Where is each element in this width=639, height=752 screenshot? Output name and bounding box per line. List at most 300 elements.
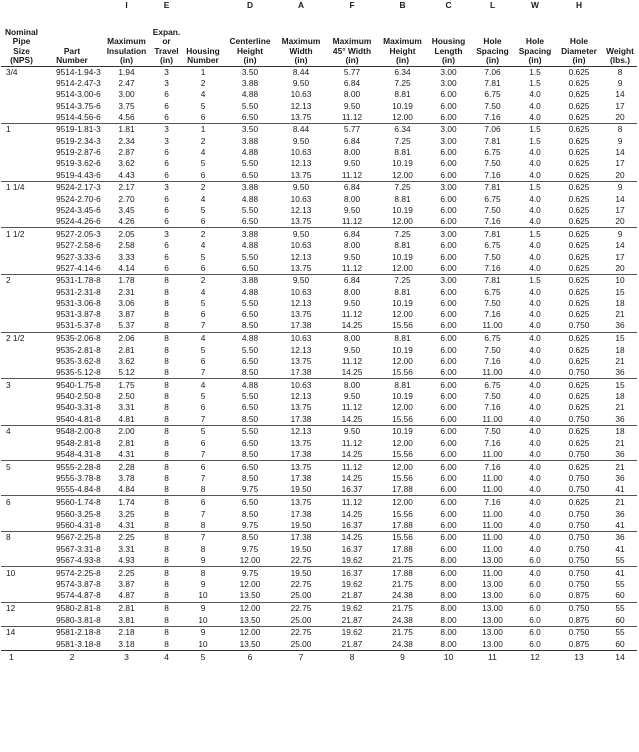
table-cell: 0.625 bbox=[555, 123, 603, 136]
table-cell: 9.50 bbox=[343, 204, 361, 215]
table-cell: 24.38 bbox=[392, 590, 413, 601]
table-cell: 22.75 bbox=[276, 626, 326, 639]
table-cell: 11.12 bbox=[341, 111, 363, 122]
nominal-pipe-size: 6 bbox=[1, 496, 42, 509]
nominal-pipe-size: 1 bbox=[1, 123, 42, 136]
column-header: Maximum 45° Width (in) bbox=[326, 12, 378, 67]
table-cell: 6.75 bbox=[484, 89, 501, 100]
table-cell: 1.5 bbox=[515, 274, 555, 287]
table-cell: 11.12 bbox=[341, 169, 363, 180]
table-cell: 0.625 bbox=[568, 355, 590, 366]
part-number: 9514-3.00-6 bbox=[56, 89, 101, 100]
nominal-pipe-size bbox=[1, 590, 42, 602]
table-cell: 3.78 bbox=[118, 473, 135, 484]
table-cell: 6 bbox=[164, 262, 169, 273]
table-cell: 19.62 bbox=[326, 626, 378, 639]
table-cell: 6.00 bbox=[440, 286, 457, 297]
table-row bbox=[1, 496, 637, 509]
table-cell: 5 bbox=[200, 158, 206, 169]
table-cell: 11.00 bbox=[482, 367, 503, 378]
table-cell: 8.50 bbox=[241, 473, 259, 484]
table-cell: 6.50 bbox=[241, 216, 259, 227]
table-cell: 9 bbox=[200, 555, 206, 566]
table-row bbox=[1, 449, 637, 461]
table-cell: 14.25 bbox=[341, 508, 363, 519]
table-cell: 1.5 bbox=[529, 136, 541, 147]
table-row bbox=[1, 626, 637, 639]
table-cell: 8 bbox=[164, 543, 169, 554]
table-cell: 9 bbox=[617, 136, 623, 147]
table-cell: 6.00 bbox=[440, 169, 457, 180]
table-cell: 19.50 bbox=[290, 484, 312, 495]
table-cell: 24.38 bbox=[392, 638, 413, 649]
table-row bbox=[1, 356, 637, 367]
nominal-pipe-size bbox=[1, 309, 42, 320]
part-number: 9531-2.31-8 bbox=[56, 286, 101, 297]
table-cell: 6.00 bbox=[440, 473, 457, 484]
table-cell: 11.12 bbox=[341, 437, 363, 448]
table-cell: 13.00 bbox=[482, 555, 503, 566]
part-number: 9519-4.43-6 bbox=[56, 169, 101, 180]
table-cell: 9.75 bbox=[241, 484, 259, 495]
part-number: 9548-2.81-8 bbox=[56, 437, 101, 448]
table-cell: 2.81 bbox=[118, 344, 135, 355]
table-cell: 6.00 bbox=[440, 484, 457, 495]
table-cell: 12.00 bbox=[392, 111, 413, 122]
table-cell: 5.37 bbox=[118, 320, 135, 331]
part-number: 9540-1.75-8 bbox=[42, 379, 102, 392]
nominal-pipe-size bbox=[1, 216, 42, 228]
part-number: 9524-4.26-6 bbox=[56, 216, 101, 227]
table-cell: 0.625 bbox=[568, 309, 590, 320]
table-cell: 2.31 bbox=[118, 286, 135, 297]
table-cell: 9.50 bbox=[276, 274, 326, 287]
part-number: 9514-2.47-3 bbox=[56, 78, 101, 89]
table-cell: 14.25 bbox=[341, 473, 363, 484]
table-cell: 7.50 bbox=[484, 298, 501, 309]
table-cell: 20 bbox=[615, 216, 625, 227]
dimension-letter: I bbox=[125, 0, 128, 11]
table-cell: 3.00 bbox=[427, 228, 470, 241]
table-cell: 0.750 bbox=[568, 508, 590, 519]
part-number: 9574-4.87-8 bbox=[56, 590, 101, 601]
table-cell: 3.50 bbox=[224, 123, 276, 136]
nominal-pipe-size bbox=[1, 544, 42, 555]
table-row bbox=[1, 320, 637, 332]
table-cell: 11.00 bbox=[482, 519, 503, 530]
table-row bbox=[1, 555, 637, 567]
table-cell: 15 bbox=[603, 332, 637, 345]
table-cell: 4 bbox=[200, 89, 206, 100]
table-row bbox=[1, 332, 637, 345]
table-row bbox=[1, 89, 637, 100]
table-cell: 4.0 bbox=[529, 89, 541, 100]
table-cell: 0.625 bbox=[568, 67, 590, 78]
table-cell: 9 bbox=[603, 181, 637, 194]
nominal-pipe-size: 3 bbox=[1, 379, 42, 392]
column-number: 4 bbox=[151, 650, 182, 664]
table-cell: 2.81 bbox=[118, 437, 135, 448]
table-cell: 0.625 bbox=[568, 89, 590, 100]
table-cell: 0.875 bbox=[568, 614, 590, 625]
column-header: Maximum Width (in) bbox=[276, 12, 326, 67]
table-cell: 21.87 bbox=[341, 590, 363, 601]
table-cell: 8 bbox=[151, 332, 182, 345]
table-cell: 8 bbox=[151, 567, 182, 580]
table-cell: 6.0 bbox=[515, 602, 555, 615]
table-cell: 12.00 bbox=[392, 402, 413, 413]
table-row bbox=[1, 544, 637, 555]
table-cell: 13.75 bbox=[290, 169, 312, 180]
table-cell: 16.37 bbox=[341, 519, 363, 530]
table-cell: 3.62 bbox=[118, 158, 135, 169]
table-row bbox=[1, 147, 637, 158]
table-cell: 6.0 bbox=[529, 555, 541, 566]
table-cell: 21 bbox=[615, 437, 625, 448]
table-cell: 15.56 bbox=[392, 367, 413, 378]
table-row bbox=[1, 345, 637, 356]
table-cell: 7.25 bbox=[378, 181, 427, 194]
table-cell: 0.625 bbox=[555, 379, 603, 392]
table-row bbox=[1, 367, 637, 379]
column-number: 8 bbox=[326, 650, 378, 664]
table-cell: 6 bbox=[200, 402, 206, 413]
table-cell: 21 bbox=[615, 355, 625, 366]
table-row bbox=[1, 567, 637, 580]
table-cell: 10 bbox=[198, 590, 208, 601]
table-cell: 13.75 bbox=[290, 402, 312, 413]
table-cell: 9 bbox=[182, 602, 224, 615]
table-cell: 21.75 bbox=[392, 579, 413, 590]
nominal-pipe-size bbox=[1, 391, 42, 402]
table-cell: 4.14 bbox=[118, 262, 135, 273]
table-cell: 7.50 bbox=[470, 425, 515, 438]
table-cell: 0.875 bbox=[568, 590, 590, 601]
nominal-pipe-size: 3/4 bbox=[6, 67, 18, 78]
column-header: Nominal Pipe Size (NPS) bbox=[1, 12, 42, 67]
table-cell: 8 bbox=[151, 461, 182, 474]
table-cell: 18 bbox=[615, 298, 625, 309]
table-cell: 0.625 bbox=[568, 193, 590, 204]
table-cell: 0.750 bbox=[555, 626, 603, 639]
table-cell: 3.87 bbox=[118, 579, 135, 590]
table-cell: 12.00 bbox=[239, 555, 261, 566]
table-cell: 15 bbox=[603, 379, 637, 392]
table-cell: 4 bbox=[200, 286, 206, 297]
column-number: 1 bbox=[1, 650, 42, 664]
table-cell: 6.75 bbox=[484, 240, 501, 251]
table-row bbox=[1, 101, 637, 112]
table-cell: 6.00 bbox=[440, 402, 457, 413]
table-cell: 8 bbox=[151, 379, 182, 392]
table-row bbox=[1, 508, 637, 519]
table-cell: 4.88 bbox=[224, 379, 276, 392]
table-cell: 4.31 bbox=[118, 519, 135, 530]
table-row bbox=[1, 240, 637, 251]
table-cell: 0.625 bbox=[568, 147, 590, 158]
table-row bbox=[1, 194, 637, 205]
table-cell: 4.0 bbox=[529, 519, 541, 530]
table-cell: 6.00 bbox=[440, 251, 457, 262]
nominal-pipe-size bbox=[1, 101, 42, 112]
table-cell: 8 bbox=[164, 484, 169, 495]
table-cell: 21.87 bbox=[341, 638, 363, 649]
table-cell: 5 bbox=[200, 298, 206, 309]
table-cell: 10 bbox=[198, 614, 208, 625]
table-cell: 25.00 bbox=[290, 638, 312, 649]
table-cell: 8.44 bbox=[276, 123, 326, 136]
table-cell: 0.625 bbox=[555, 332, 603, 345]
column-number: 14 bbox=[603, 650, 637, 664]
part-number: 9519-2.87-6 bbox=[56, 147, 101, 158]
table-cell: 8.50 bbox=[224, 531, 276, 544]
table-cell: 2 bbox=[200, 78, 206, 89]
table-cell: 17.38 bbox=[290, 473, 312, 484]
table-cell: 4.0 bbox=[529, 448, 541, 459]
table-cell: 3.81 bbox=[118, 614, 135, 625]
table-cell: 17.88 bbox=[392, 519, 413, 530]
table-cell: 12.00 bbox=[239, 579, 261, 590]
column-number: 6 bbox=[224, 650, 276, 664]
table-cell: 8.50 bbox=[241, 320, 259, 331]
table-cell: 2.18 bbox=[102, 626, 151, 639]
table-cell: 17.88 bbox=[392, 543, 413, 554]
part-number: 9555-3.78-8 bbox=[56, 473, 101, 484]
table-cell: 3 bbox=[164, 67, 169, 78]
table-cell: 3.31 bbox=[118, 402, 135, 413]
table-cell: 6.50 bbox=[241, 402, 259, 413]
table-cell: 13.00 bbox=[482, 638, 503, 649]
table-cell: 6.75 bbox=[470, 332, 515, 345]
dimension-letter: B bbox=[399, 0, 406, 11]
dimension-letter: E bbox=[163, 0, 170, 11]
table-cell: 2 bbox=[182, 228, 224, 241]
table-cell: 3.25 bbox=[118, 508, 135, 519]
table-cell: 13.00 bbox=[470, 626, 515, 639]
table-cell: 8.00 bbox=[427, 626, 470, 639]
nominal-pipe-size bbox=[1, 449, 42, 461]
column-number: 10 bbox=[427, 650, 470, 664]
table-cell: 21.75 bbox=[378, 602, 427, 615]
table-cell: 12.00 bbox=[224, 602, 276, 615]
table-cell: 4 bbox=[200, 193, 206, 204]
table-cell: 8 bbox=[164, 355, 169, 366]
table-cell: 6.00 bbox=[440, 240, 457, 251]
table-cell: 3.87 bbox=[118, 309, 135, 320]
table-cell: 12.00 bbox=[224, 626, 276, 639]
table-row bbox=[1, 78, 637, 89]
table-cell: 15.56 bbox=[392, 473, 413, 484]
column-number-row bbox=[1, 650, 637, 664]
table-cell: 8.81 bbox=[394, 240, 411, 251]
table-cell: 3.00 bbox=[427, 274, 470, 287]
table-cell: 6.0 bbox=[529, 614, 541, 625]
column-number: 3 bbox=[102, 650, 151, 664]
part-number: 9519-1.81-3 bbox=[42, 123, 102, 136]
table-cell: 60 bbox=[615, 590, 625, 601]
column-number: 5 bbox=[182, 650, 224, 664]
table-cell: 6 bbox=[164, 204, 169, 215]
table-cell: 6.00 bbox=[427, 567, 470, 580]
table-row bbox=[1, 228, 637, 241]
table-cell: 1.5 bbox=[515, 228, 555, 241]
dimension-letter bbox=[1, 0, 42, 12]
table-cell: 0.750 bbox=[568, 555, 590, 566]
part-number: 9560-1.74-8 bbox=[42, 496, 102, 509]
table-cell: 0.625 bbox=[568, 111, 590, 122]
nominal-pipe-size bbox=[1, 356, 42, 367]
table-cell: 6.50 bbox=[224, 461, 276, 474]
table-cell: 0.625 bbox=[568, 169, 590, 180]
table-cell: 11.12 bbox=[326, 496, 378, 509]
part-number: 9567-4.93-8 bbox=[56, 555, 101, 566]
table-cell: 0.625 bbox=[568, 216, 590, 227]
table-cell: 17 bbox=[615, 251, 625, 262]
table-cell: 36 bbox=[615, 413, 625, 424]
table-cell: 1 bbox=[182, 123, 224, 136]
table-cell: 1.78 bbox=[102, 274, 151, 287]
table-cell: 8.00 bbox=[343, 147, 361, 158]
table-cell: 4.84 bbox=[118, 484, 135, 495]
table-cell: 5.50 bbox=[224, 425, 276, 438]
table-cell: 5.50 bbox=[241, 344, 259, 355]
nominal-pipe-size bbox=[1, 402, 42, 413]
table-cell: 7.50 bbox=[484, 204, 501, 215]
table-cell: 3 bbox=[151, 228, 182, 241]
table-cell: 1.94 bbox=[118, 67, 135, 78]
table-cell: 13.50 bbox=[239, 590, 261, 601]
table-cell: 19.62 bbox=[341, 579, 363, 590]
table-cell: 0.625 bbox=[568, 136, 590, 147]
table-cell: 6 bbox=[200, 216, 206, 227]
table-cell: 7.81 bbox=[470, 274, 515, 287]
table-cell: 6.00 bbox=[440, 262, 457, 273]
dimension-letter: F bbox=[349, 0, 355, 11]
table-cell: 17.88 bbox=[378, 567, 427, 580]
table-cell: 4.0 bbox=[529, 320, 541, 331]
part-number: 9535-5.12-8 bbox=[56, 367, 101, 378]
table-cell: 7.25 bbox=[394, 78, 411, 89]
column-header: Weight (lbs.) bbox=[603, 12, 637, 67]
table-cell: 3.06 bbox=[118, 298, 135, 309]
table-cell: 0.625 bbox=[568, 262, 590, 273]
column-header: Maximum Insulation (in) bbox=[102, 12, 151, 67]
table-cell: 7.16 bbox=[470, 496, 515, 509]
table-cell: 22.75 bbox=[290, 555, 312, 566]
table-cell: 4.0 bbox=[529, 355, 541, 366]
table-cell: 4.31 bbox=[118, 448, 135, 459]
table-cell: 8.00 bbox=[427, 602, 470, 615]
table-cell: 2.17 bbox=[102, 181, 151, 194]
table-cell: 1.74 bbox=[102, 496, 151, 509]
table-cell: 8 bbox=[617, 67, 623, 78]
dimension-letter: A bbox=[297, 0, 305, 11]
table-cell: 4.0 bbox=[529, 169, 541, 180]
table-row bbox=[1, 520, 637, 532]
table-cell: 2.81 bbox=[102, 602, 151, 615]
table-cell: 17.88 bbox=[392, 484, 413, 495]
part-number: 9560-3.25-8 bbox=[56, 508, 101, 519]
table-cell: 2.28 bbox=[102, 461, 151, 474]
table-cell: 8.00 bbox=[343, 193, 361, 204]
table-cell: 0.625 bbox=[555, 181, 603, 194]
table-cell: 4.81 bbox=[118, 413, 135, 424]
table-cell: 4 bbox=[200, 147, 206, 158]
table-cell: 4.43 bbox=[118, 169, 135, 180]
part-number: 9527-2.58-6 bbox=[56, 240, 101, 251]
table-cell: 8 bbox=[164, 437, 169, 448]
table-cell: 2.00 bbox=[102, 425, 151, 438]
table-cell: 0.750 bbox=[568, 448, 590, 459]
table-cell: 13.75 bbox=[290, 437, 312, 448]
table-cell: 0.750 bbox=[568, 367, 590, 378]
table-cell: 14.25 bbox=[341, 413, 363, 424]
table-cell: 9 bbox=[182, 626, 224, 639]
table-cell: 0.625 bbox=[568, 251, 590, 262]
table-cell: 3 bbox=[164, 78, 169, 89]
table-cell: 13.00 bbox=[470, 602, 515, 615]
table-cell: 0.625 bbox=[568, 402, 590, 413]
table-cell: 6.50 bbox=[241, 111, 259, 122]
nominal-pipe-size bbox=[1, 555, 42, 567]
table-cell: 6 bbox=[200, 111, 206, 122]
part-number: 9548-4.31-8 bbox=[56, 448, 101, 459]
nominal-pipe-size bbox=[1, 367, 42, 379]
table-cell: 6.00 bbox=[440, 147, 457, 158]
table-cell: 3.88 bbox=[241, 136, 259, 147]
table-cell: 7.81 bbox=[470, 181, 515, 194]
table-cell: 12.00 bbox=[392, 169, 413, 180]
table-cell: 4.88 bbox=[224, 332, 276, 345]
table-row bbox=[1, 274, 637, 287]
table-cell: 21.75 bbox=[378, 626, 427, 639]
table-cell: 12.13 bbox=[290, 204, 312, 215]
table-cell: 4.0 bbox=[529, 216, 541, 227]
part-number: 9527-2.05-3 bbox=[42, 228, 102, 241]
table-cell: 5 bbox=[200, 344, 206, 355]
table-cell: 6.00 bbox=[440, 309, 457, 320]
part-number: 9574-2.25-8 bbox=[42, 567, 102, 580]
table-cell: 1.75 bbox=[102, 379, 151, 392]
table-cell: 6.00 bbox=[440, 367, 457, 378]
table-cell: 7.06 bbox=[470, 123, 515, 136]
table-cell: 4.26 bbox=[118, 216, 135, 227]
table-cell: 2.47 bbox=[118, 78, 135, 89]
table-cell: 21 bbox=[603, 461, 637, 474]
table-row bbox=[1, 287, 637, 298]
table-cell: 60 bbox=[615, 614, 625, 625]
table-row bbox=[1, 461, 637, 474]
table-cell: 1.81 bbox=[102, 123, 151, 136]
table-cell: 9.50 bbox=[343, 251, 361, 262]
table-cell: 8 bbox=[164, 508, 169, 519]
table-cell: 15.56 bbox=[392, 320, 413, 331]
table-cell: 1.5 bbox=[515, 181, 555, 194]
table-cell: 6.50 bbox=[224, 496, 276, 509]
nominal-pipe-size: 1 1/2 bbox=[1, 228, 42, 241]
table-cell: 6 bbox=[164, 158, 169, 169]
table-cell: 36 bbox=[615, 508, 625, 519]
table-cell: 11.12 bbox=[341, 355, 363, 366]
table-cell: 20 bbox=[615, 262, 625, 273]
dimension-letter bbox=[42, 0, 102, 12]
nominal-pipe-size: 8 bbox=[1, 531, 42, 544]
column-number: 9 bbox=[378, 650, 427, 664]
table-row bbox=[1, 438, 637, 449]
nominal-pipe-size bbox=[1, 298, 42, 309]
table-cell: 4.0 bbox=[515, 425, 555, 438]
table-cell: 8 bbox=[200, 484, 206, 495]
